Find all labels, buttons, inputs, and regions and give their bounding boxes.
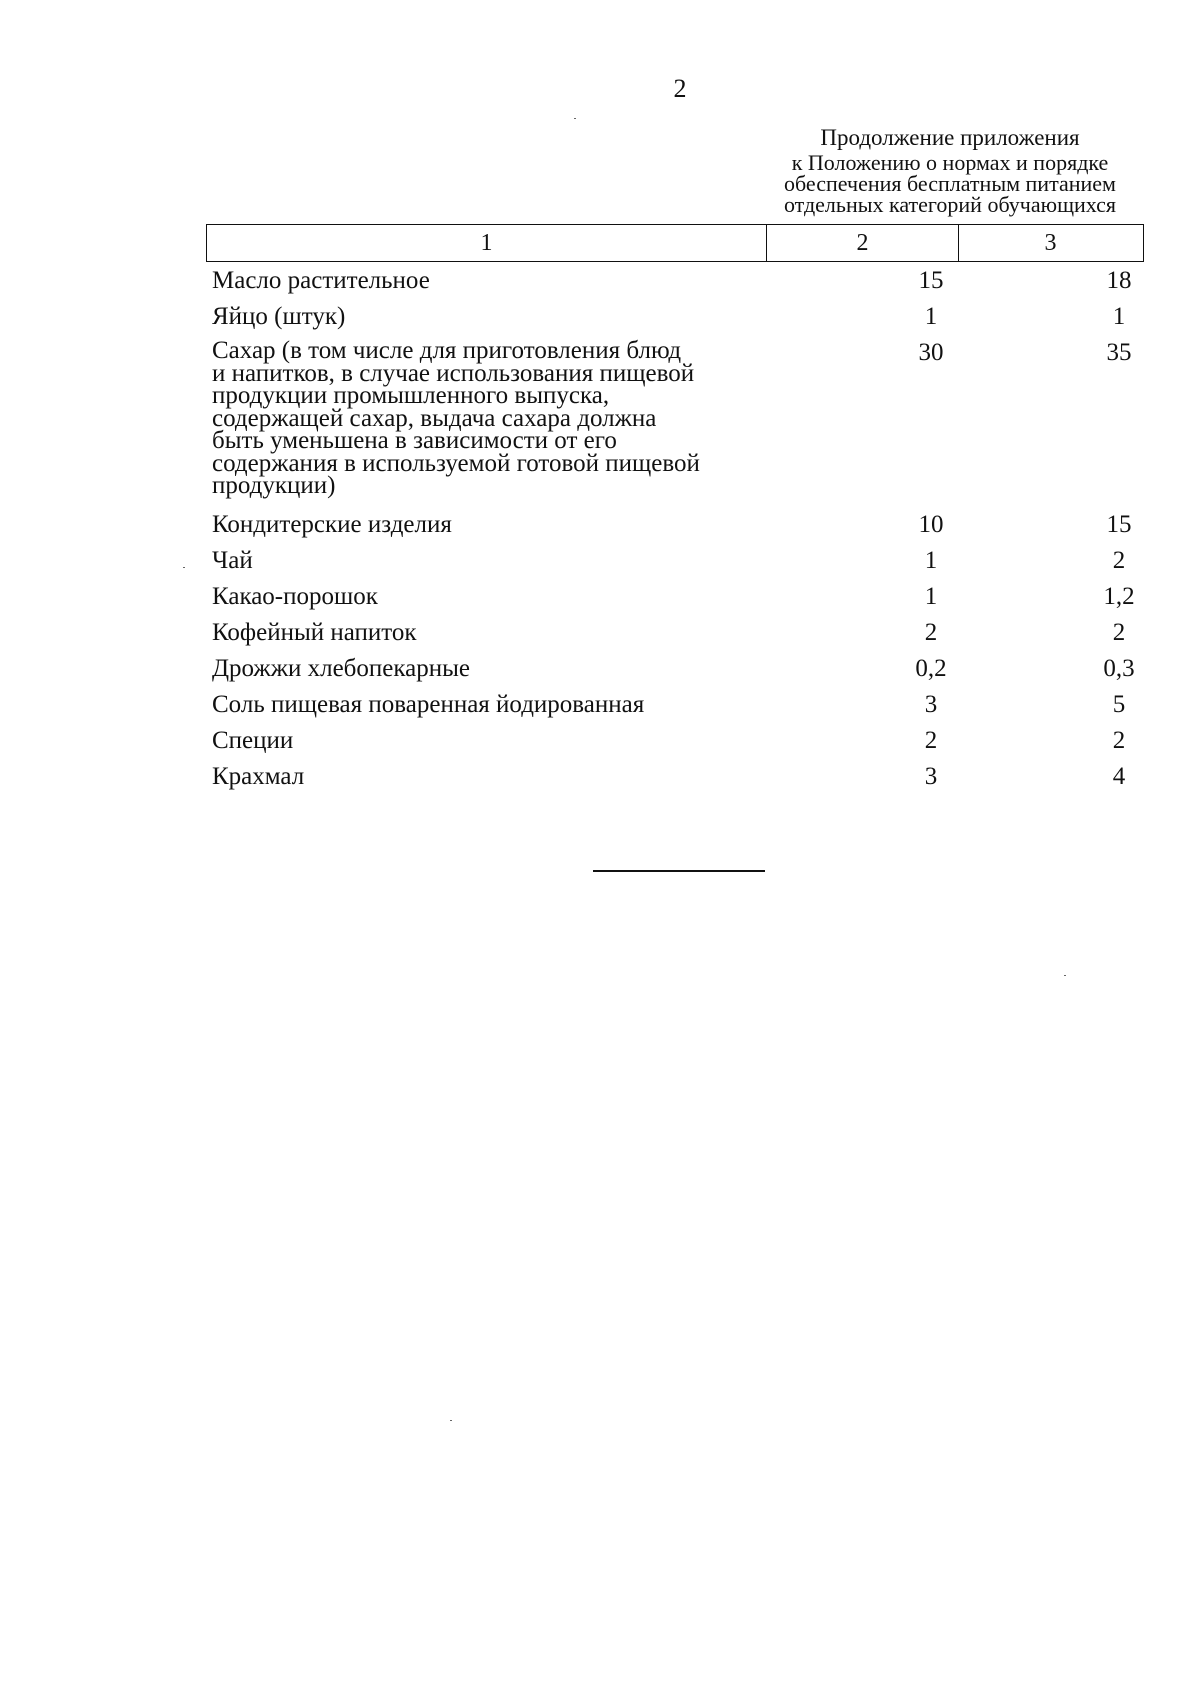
value-column-3: 2 [1112, 726, 1126, 754]
appendix-continuation-note [760, 124, 1140, 215]
product-name: Масло растительное [212, 267, 430, 294]
scan-speck [574, 118, 576, 119]
scan-speck [183, 567, 185, 568]
table-row [212, 764, 1152, 789]
value-column-2: 30 [918, 339, 944, 366]
page-number: 2 [673, 74, 687, 103]
product-name: Кофейный напиток [212, 618, 417, 646]
value-column-2: 15 [918, 267, 944, 294]
end-of-document-line [593, 870, 765, 872]
table-row [212, 728, 1152, 753]
product-name: Соль пищевая поваренная йодированная [212, 690, 645, 718]
value-column-2: 1 [924, 582, 938, 610]
table-row [212, 620, 1152, 645]
value-column-3: 1 [1112, 303, 1126, 330]
value-column-3: 18 [1106, 267, 1132, 294]
note-line-1: Продолжение приложения [820, 125, 1080, 150]
value-column-3: 1,2 [1103, 582, 1135, 610]
note-line-4: отдельных категорий обучающихся [783, 192, 1117, 217]
value-column-2: 1 [924, 303, 938, 330]
note-line-2: к Положению о нормах и порядке [791, 150, 1109, 175]
value-column-3: 2 [1112, 618, 1126, 646]
value-column-3: 5 [1112, 690, 1126, 718]
value-column-3: 2 [1112, 546, 1126, 574]
food-norms-table-body [212, 268, 1152, 800]
note-line-3: обеспечения бесплатным питанием [784, 171, 1116, 196]
table-row [212, 692, 1152, 717]
table-row [212, 512, 1152, 537]
column-number-3: 3 [1044, 229, 1057, 256]
product-name: Яйцо (штук) [212, 303, 346, 330]
value-column-2: 0,2 [915, 654, 947, 682]
scan-speck [450, 1420, 452, 1421]
table-row [212, 548, 1152, 573]
value-column-2: 10 [918, 510, 944, 538]
value-column-2: 2 [924, 618, 938, 646]
value-column-2: 3 [924, 690, 938, 718]
column-number-2: 2 [767, 225, 959, 261]
value-column-3: 15 [1106, 510, 1132, 538]
table-row [212, 337, 1152, 499]
product-name: Сахар (в том числе для приготовления блюд и напитков, в случае использования пищевой продукции промышленного выпуска, содержащей сахар, выдача сахара должна быть уменьшена в зависимости от его содержания в используемой готовой пищевой продукции) [212, 337, 700, 499]
product-name: Чай [212, 546, 253, 574]
value-column-2: 1 [924, 546, 938, 574]
table-row [212, 268, 1152, 293]
value-column-3: 4 [1112, 762, 1126, 790]
column-number-1: 1 [207, 225, 767, 261]
value-column-3: 0,3 [1103, 654, 1135, 682]
table-row [212, 656, 1152, 681]
product-name: Какао-порошок [212, 582, 378, 610]
table-column-numbers [206, 224, 1144, 262]
table-row [212, 304, 1152, 329]
product-name: Кондитерские изделия [212, 510, 452, 538]
product-name: Дрожжи хлебопекарные [212, 654, 471, 682]
table-row [212, 584, 1152, 609]
value-column-2: 2 [924, 726, 938, 754]
value-column-2: 3 [924, 762, 938, 790]
product-name: Крахмал [212, 762, 305, 790]
value-column-3: 35 [1106, 339, 1132, 366]
scan-speck [1064, 975, 1066, 976]
product-name: Специи [212, 726, 294, 754]
